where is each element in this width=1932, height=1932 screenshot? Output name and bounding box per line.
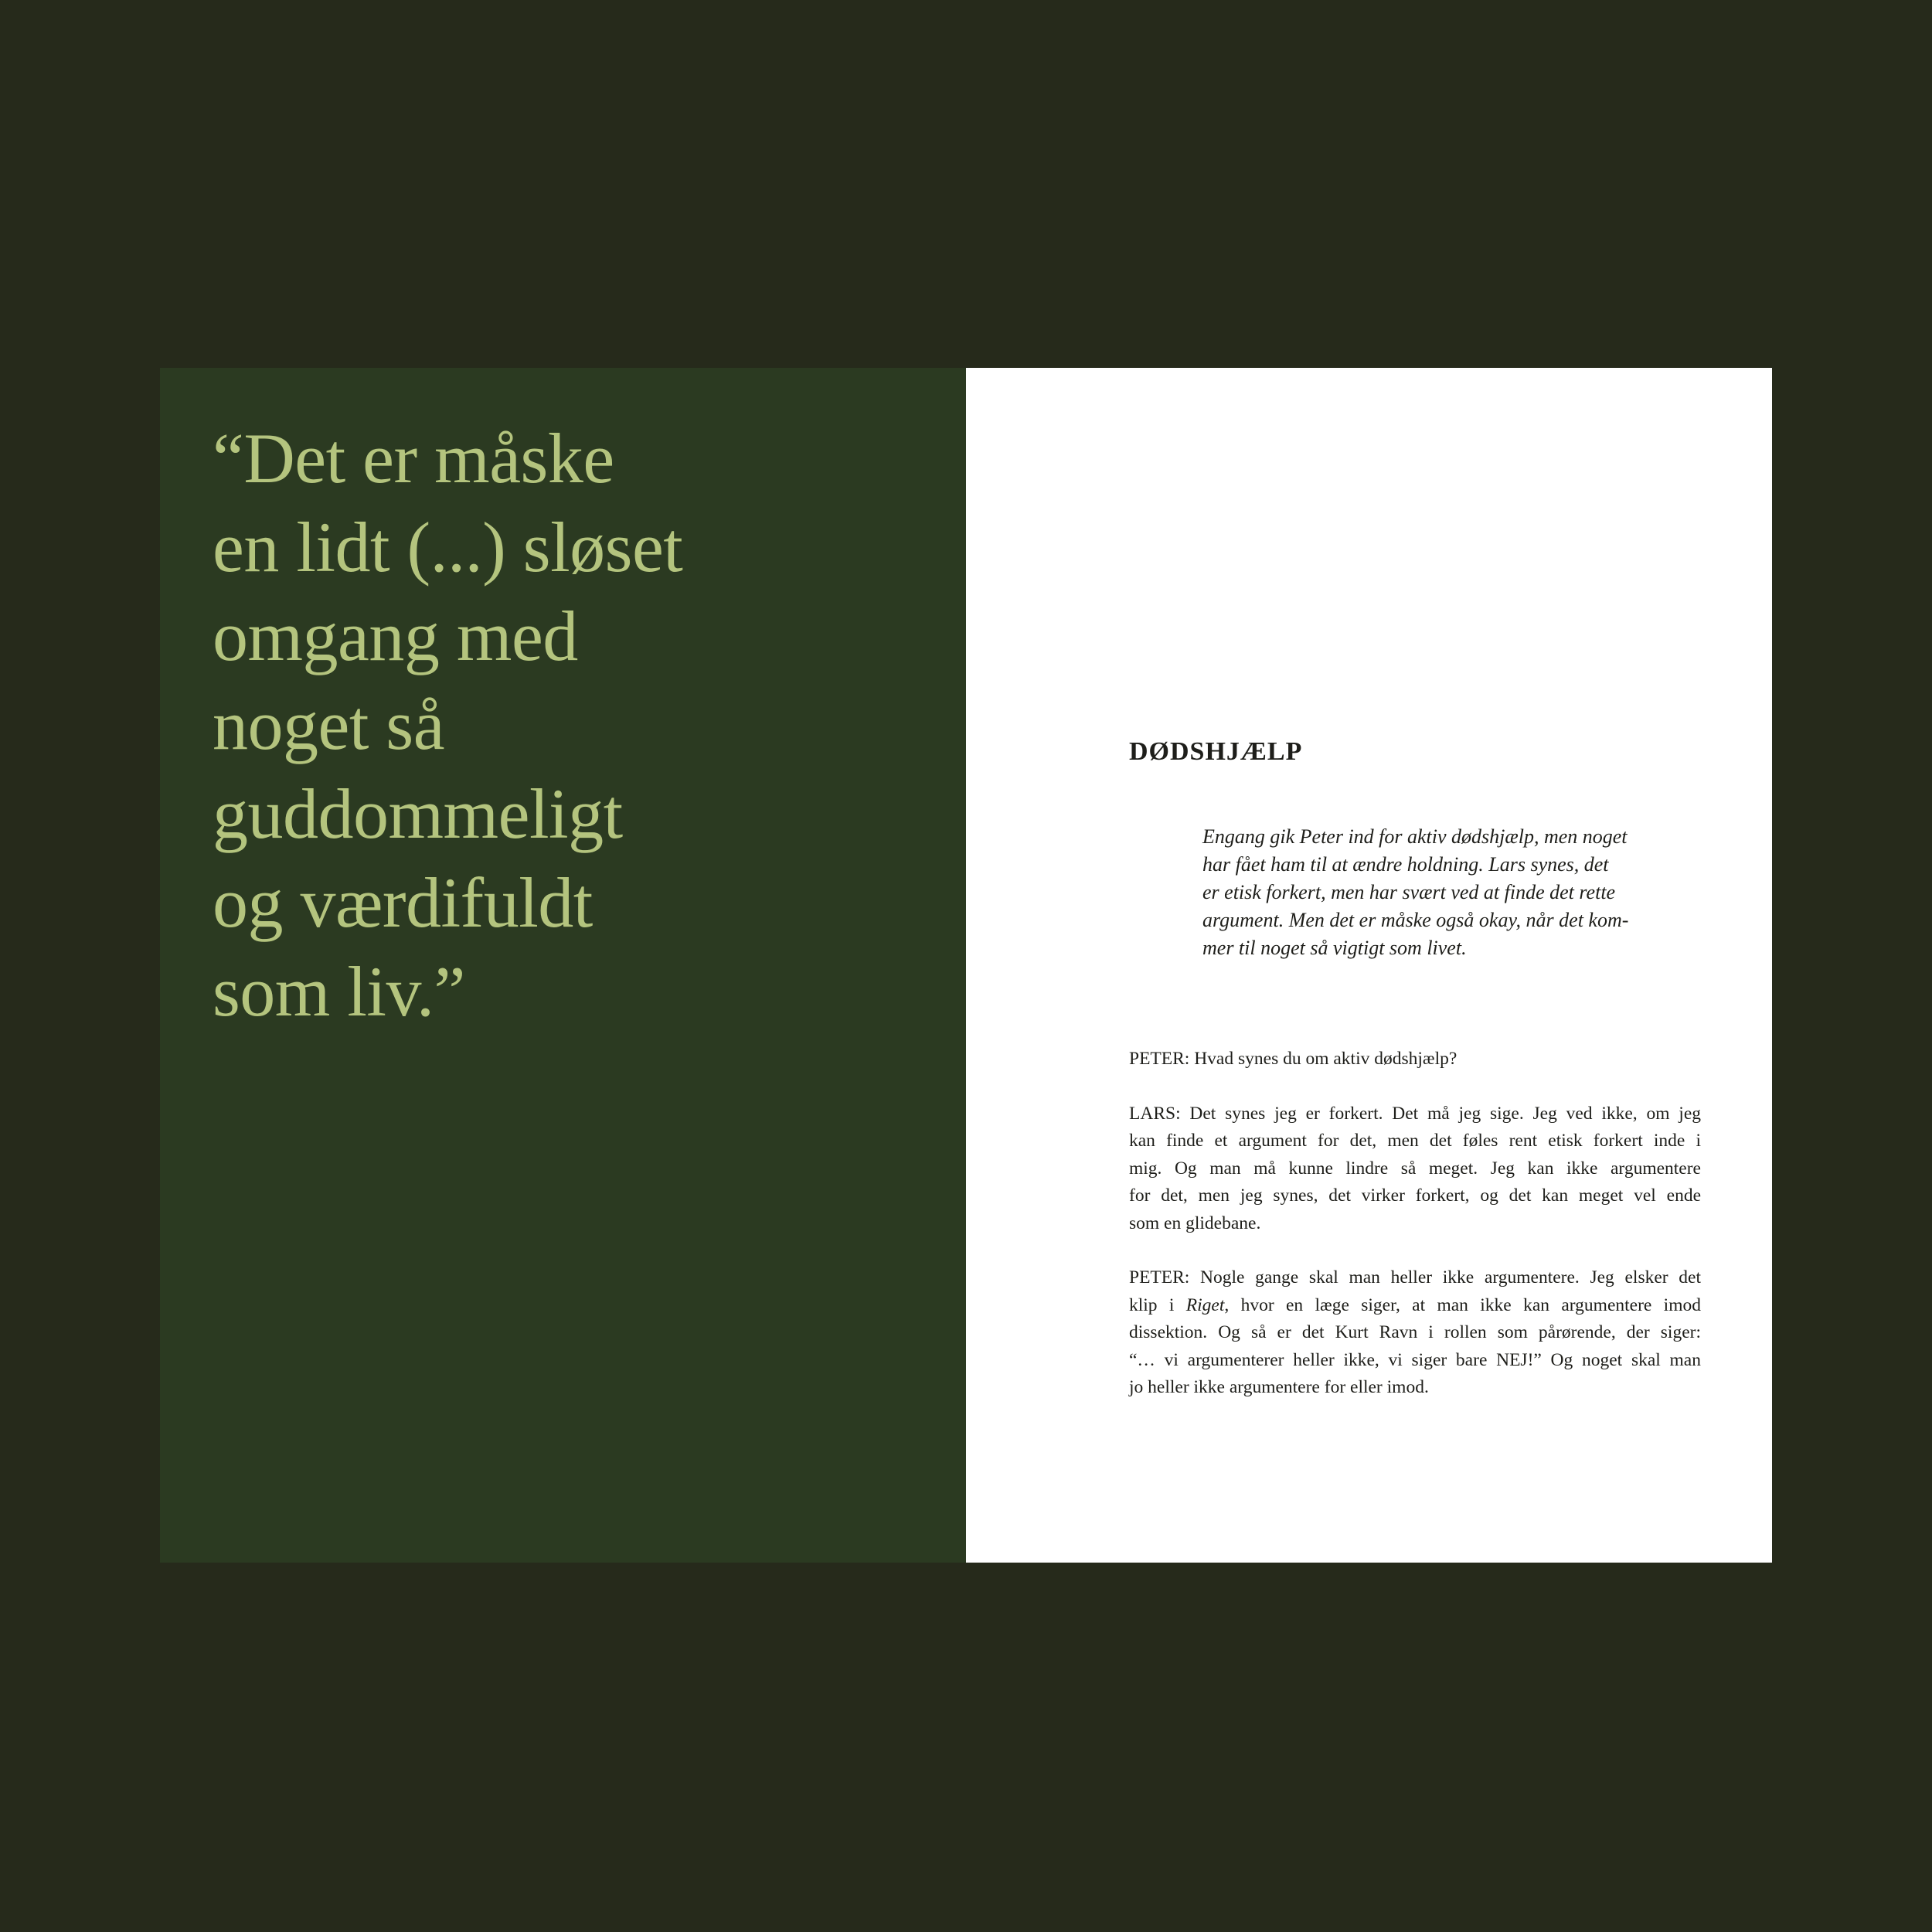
right-page [966, 368, 1772, 1563]
body-line: kan finde et argument for det, men det føles rent etisk forkert inde i [1129, 1131, 1701, 1151]
intro-paragraph [1202, 823, 1713, 962]
body-line: mig. Og man må kunne lindre så meget. Jeg kan ikke argumentere [1129, 1158, 1701, 1179]
quote-line: og værdifuldt [213, 863, 593, 942]
intro-line: argument. Men det er måske også okay, når det kom- [1202, 909, 1629, 931]
quote-line: guddommeligt [213, 774, 623, 853]
pull-quote [213, 414, 923, 1036]
body-text: , hvor en læge siger, at man ikke kan argumentere imod [1224, 1294, 1701, 1315]
book-spread [160, 368, 1772, 1563]
intro-line: mer til noget så vigtigt som livet. [1202, 937, 1467, 959]
chapter-title: DØDSHJÆLP [1129, 737, 1303, 766]
left-page [160, 368, 966, 1563]
body-line: “… vi argumenterer heller ikke, vi siger bare NEJ!” Og noget skal man [1129, 1349, 1701, 1370]
quote-line: som liv.” [213, 952, 465, 1031]
body-line: for det, men jeg synes, det virker forkert, og det kan meget vel ende [1129, 1185, 1701, 1206]
intro-line: har fået ham til at ændre holdning. Lars synes, det [1202, 853, 1609, 876]
quote-line: omgang med [213, 597, 578, 675]
dialogue [1129, 1046, 1701, 1429]
quote-line: “Det er måske [213, 419, 614, 498]
dialogue-paragraph [1129, 1046, 1701, 1073]
work-title: Riget [1185, 1294, 1225, 1315]
body-line: PETER: Nogle gange skal man heller ikke argumentere. Jeg elsker det [1129, 1267, 1701, 1287]
dialogue-paragraph [1129, 1100, 1701, 1238]
body-line: LARS: Det synes jeg er forkert. Det må jeg sige. Jeg ved ikke, om jeg [1129, 1103, 1701, 1124]
quote-line: en lidt (...) sløset [213, 508, 683, 587]
intro-line: er etisk forkert, men har svært ved at finde det rette [1202, 881, 1616, 903]
body-line: PETER: Hvad synes du om aktiv dødshjælp? [1129, 1049, 1458, 1069]
body-line: jo heller ikke argumentere for eller imod. [1129, 1377, 1429, 1397]
quote-line: noget så [213, 685, 445, 764]
body-text: klip i [1129, 1294, 1186, 1315]
body-line: dissektion. Og så er det Kurt Ravn i rollen som pårørende, der siger: [1129, 1322, 1701, 1342]
body-line-with-title [1129, 1292, 1701, 1320]
intro-line: Engang gik Peter ind for aktiv dødshjælp, men noget [1202, 825, 1628, 848]
dialogue-paragraph [1129, 1264, 1701, 1402]
body-line: som en glidebane. [1129, 1213, 1261, 1233]
